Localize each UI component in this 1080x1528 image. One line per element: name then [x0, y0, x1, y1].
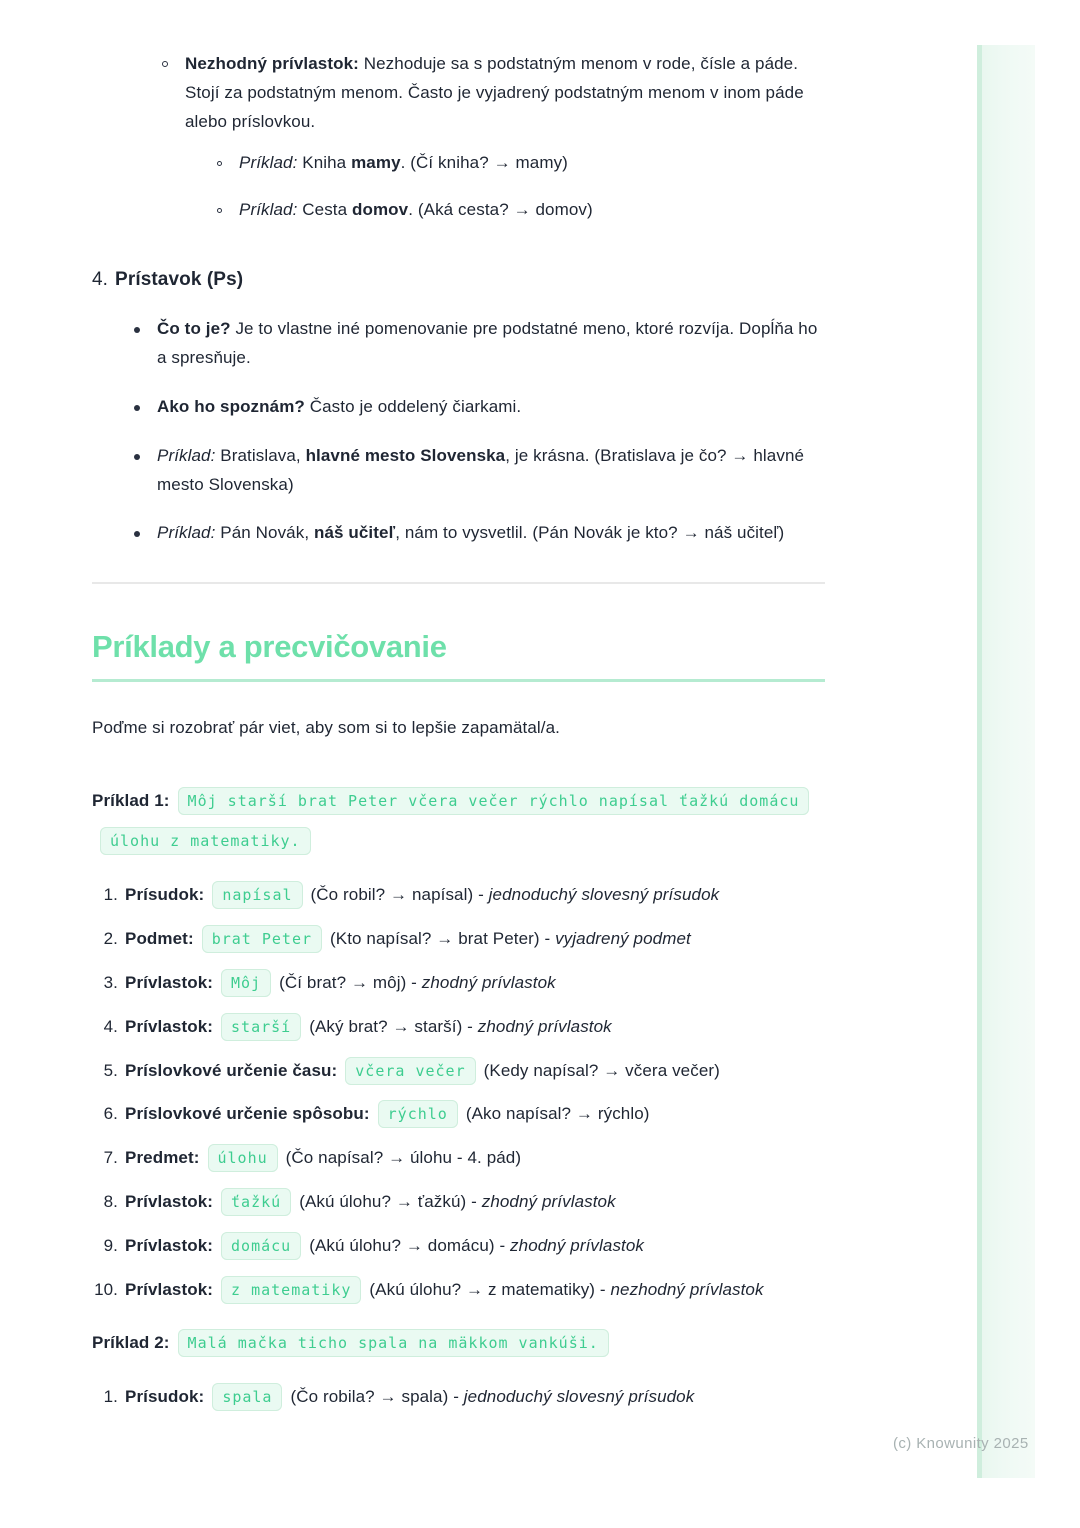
list-item: [162, 50, 825, 242]
section-heading: [92, 266, 825, 295]
example-1-code: Môj starší brat Peter včera večer rýchlo napísal ťažkú domácu úlohu z matematiky.: [100, 787, 809, 855]
list-item: [134, 393, 825, 422]
analysis-item: 1. Prísudok: spala (Čo robila? → spala) - jednoduchý slovesný prísudok: [92, 1383, 825, 1412]
page-title: Príklady a precvičovanie: [92, 629, 447, 665]
highlight-chip: z matematiky: [221, 1276, 361, 1304]
watermark: (c) Knowunity 2025: [893, 1435, 1029, 1452]
heading-underline: [92, 679, 825, 682]
example-2-sentence: [92, 1323, 825, 1363]
list-item-text: [185, 50, 825, 242]
example-2-analysis-list: [92, 1383, 825, 1412]
section-divider: [92, 582, 825, 584]
circle-bullet-icon: [217, 208, 222, 213]
list-item: [134, 315, 825, 373]
document-content: [92, 50, 825, 1427]
analysis-item: 10. Prívlastok: z matematiky (Akú úlohu? → z matematiky) - nezhodný prívlastok: [92, 1276, 825, 1305]
highlight-chip: úlohu: [208, 1144, 278, 1172]
list-item: [134, 519, 825, 548]
term-definition: Nezhoduje sa s podstatným menom v rode, čísle a páde. Stojí za podstatným menom. Často je vyjadrený podstatným menom v inom páde alebo príslovkou.: [185, 54, 804, 131]
list-item: [217, 196, 825, 225]
highlight-chip: spala: [212, 1383, 282, 1411]
highlight-chip: Môj: [221, 969, 271, 997]
highlight-chip: starší: [221, 1013, 301, 1041]
example-2-code: Malá mačka ticho spala na mäkkom vankúši.: [178, 1329, 609, 1357]
intro-paragraph: Poďme si rozobrať pár viet, aby som si to lepšie zapamätal/a.: [92, 718, 560, 738]
analysis-item: 4. Prívlastok: starší (Aký brat? → starší) - zhodný prívlastok: [92, 1013, 825, 1042]
analysis-item: 8. Prívlastok: ťažkú (Akú úlohu? → ťažkú) - zhodný prívlastok: [92, 1188, 825, 1217]
dot-bullet-icon: [134, 405, 140, 411]
analysis-item: 5. Príslovkové určenie času: včera večer (Kedy napísal? → včera večer): [92, 1057, 825, 1086]
analysis-item: 2. Podmet: brat Peter (Kto napísal? → brat Peter) - vyjadrený podmet: [92, 925, 825, 954]
highlight-chip: rýchlo: [378, 1100, 458, 1128]
circle-bullet-icon: [162, 61, 168, 67]
list-item-text: Príklad: Pán Novák, náš učiteľ, nám to vysvetlil. (Pán Novák je kto? → náš učiteľ): [157, 523, 785, 543]
highlight-chip: ťažkú: [221, 1188, 291, 1216]
list-item-text: Ako ho spoznám? Často je oddelený čiarkami.: [157, 396, 522, 416]
list-item: [217, 149, 825, 178]
analysis-item: 6. Príslovkové určenie spôsobu: rýchlo (Ako napísal? → rýchlo): [92, 1100, 825, 1129]
analysis-item: 1. Prísudok: napísal (Čo robil? → napísal) - jednoduchý slovesný prísudok: [92, 881, 825, 910]
list-item: [134, 442, 825, 500]
dot-bullet-icon: [134, 531, 140, 537]
example-1-sentence: [92, 781, 825, 861]
highlight-chip: včera večer: [345, 1057, 475, 1085]
term-label: Nezhodný prívlastok:: [185, 54, 359, 73]
circle-bullet-icon: [217, 161, 222, 166]
list-item-text: Príklad: Bratislava, hlavné mesto Slovenska, je krásna. (Bratislava je čo? → hlavné mesto Slovenska): [157, 445, 805, 494]
appositive-bullet-list: [92, 315, 825, 548]
analysis-item: 7. Predmet: úlohu (Čo napísal? → úlohu - 4. pád): [92, 1144, 825, 1173]
dot-bullet-icon: [134, 454, 140, 460]
list-item-text: Čo to je? Je to vlastne iné pomenovanie pre podstatné meno, ktoré rozvíja. Dopĺňa ho a spresňuje.: [157, 318, 818, 367]
highlight-chip: domácu: [221, 1232, 301, 1260]
attribute-type-list: [92, 50, 825, 242]
example-1-label: Príklad 1:: [92, 790, 170, 810]
analysis-item: 9. Prívlastok: domácu (Akú úlohu? → domácu) - zhodný prívlastok: [92, 1232, 825, 1261]
example-text: Príklad: Cesta domov. (Aká cesta? → domov): [239, 199, 593, 219]
highlight-chip: napísal: [212, 881, 302, 909]
example-1-analysis-list: [92, 881, 825, 1305]
highlight-chip: brat Peter: [202, 925, 322, 953]
page-edge-strip: [977, 45, 1035, 1478]
section-title: Prístavok (Ps): [115, 269, 244, 291]
analysis-item: 3. Prívlastok: Môj (Čí brat? → môj) - zhodný prívlastok: [92, 969, 825, 998]
section-number: 4.: [92, 269, 109, 291]
dot-bullet-icon: [134, 327, 140, 333]
example-sublist: [185, 149, 825, 225]
example-text: Príklad: Kniha mamy. (Čí kniha? → mamy): [239, 152, 568, 172]
example-2-label: Príklad 2:: [92, 1332, 170, 1352]
